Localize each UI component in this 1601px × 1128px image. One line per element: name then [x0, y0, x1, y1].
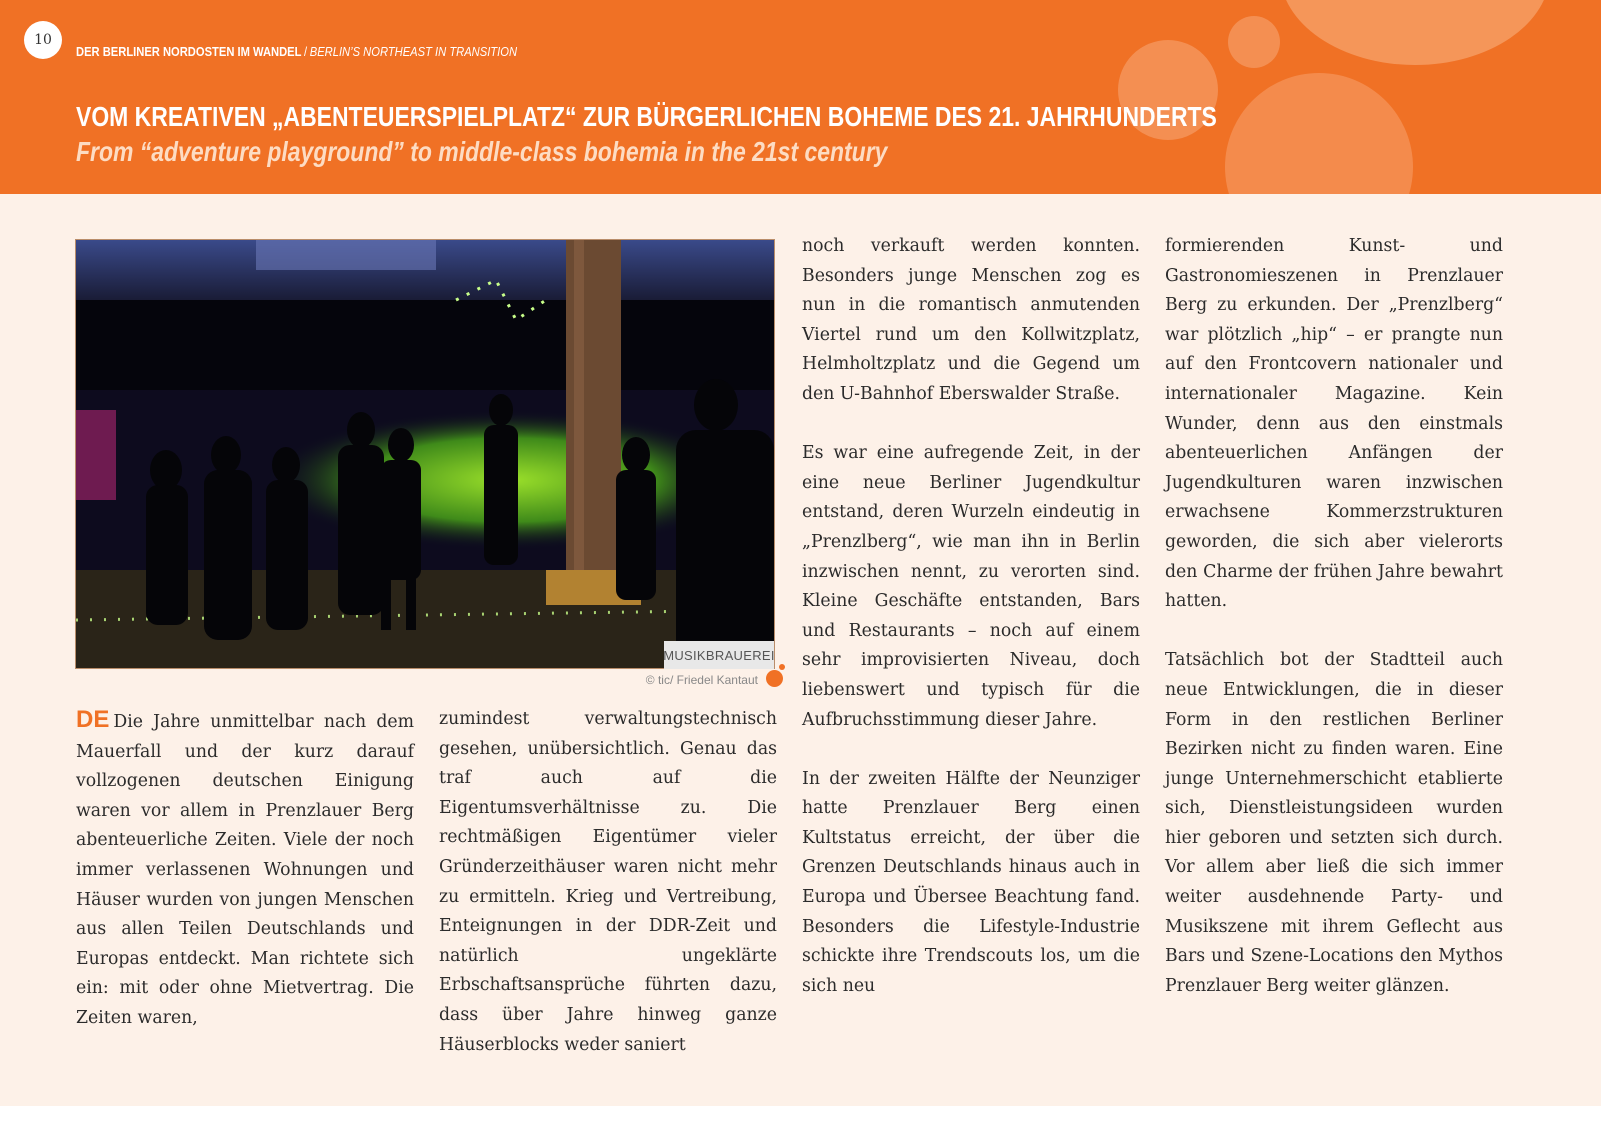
- article-paragraph: Es war eine aufregende Zeit, in der eine neue Berliner Jugendkultur entstand, deren Wurzeln eindeutig in „Prenzlberg“, wie man ihn in Berlin inzwischen nennt, zu verorten sind. Kleine Geschäfte entstanden, Bars und Restaurants – noch auf einem sehr improvisierten Niveau, doch liebenswert und typisch für die Aufbruchsstimmung dieser Jahre.: [802, 443, 1140, 730]
- page-number: 10: [24, 21, 62, 59]
- running-head: [76, 44, 517, 59]
- article-paragraph: zumindest verwaltungstechnisch gesehen, unübersichtlich. Genau das traf auch auf die Eigentumsverhältnisse zu. Die rechtmäßigen Eigentümer vieler Gründerzeithäuser waren nicht mehr zu ermitteln. Krieg und Vertreibung, Enteignungen in der DDR-Zeit und natürlich ungeklärte Erbschaftsansprüche führten dazu, dass über Jahre hinweg ganze Häuserblocks weder saniert: [439, 709, 777, 1055]
- decorative-circle: [1280, 0, 1550, 65]
- page-title: VOM KREATIVEN „ABENTEUERSPIELPLATZ“ ZUR BÜRGERLICHEN BOHEME DES 21. JAHRHUNDERTS: [76, 101, 1217, 132]
- article-paragraph: Tatsächlich bot der Stadtteil auch neue Entwicklungen, die in dieser Form in den restlichen Berliner Bezirken nicht zu finden waren. Eine junge Unternehmerschicht etablierte sich, Dienstleistungsideen wurden hier geboren und setzten sich durch. Vor allem aber ließ die sich immer weiter ausdehnende Party- und Musikszene mit ihrem Geflecht aus Bars und Szene-Locations den Mythos Prenzlauer Berg weiter glänzen.: [1165, 650, 1503, 996]
- header-banner: [0, 0, 1601, 194]
- page-subtitle: From “adventure playground” to middle-class bohemia in the 21st century: [76, 136, 888, 167]
- article-column-3: [802, 232, 1140, 1001]
- article-paragraph: formierenden Kunst- und Gastronomieszenen in Prenzlauer Berg zu erkunden. Der „Prenzlberg“ war plötzlich „hip“ – er prangte nun auf den Frontcovern nationaler und internationaler Magazine. Kein Wunder, denn aus den einstmals abenteuerlichen Anfängen der Jugendkulturen waren inzwischen erwachsene Kommerzstrukturen geworden, die sich aber vielerorts den Charme der frühen Jahre bewahrt hatten.: [1165, 236, 1503, 612]
- running-head-en: BERLIN’S NORTHEAST IN TRANSITION: [309, 44, 518, 59]
- photo-credit: © tic/ Friedel Kantaut: [645, 673, 758, 687]
- paragraph-text: Die Jahre unmittelbar nach dem Mauerfall und der kurz darauf vollzogenen deutschen Einigung waren vor allem in Prenzlauer Berg abenteuerliche Zeiten. Viele der noch immer verlassenen Wohnungen und Häuser wurden von jungen Menschen aus allen Teilen Deutschlands und Europas entdeckt. Man richtete sich ein: mit oder ohne Mietvertrag. Die Zeiten waren,: [76, 712, 414, 1028]
- article-paragraph: [76, 705, 414, 1034]
- article-paragraph: noch verkauft werden konnten. Besonders junge Menschen zog es nun in die romantisch anmutenden Viertel rund um den Kollwitzplatz, Helmholtzplatz und die Gegend um den U-Bahnhof Eberswalder Straße.: [802, 236, 1140, 404]
- running-head-separator: /: [304, 44, 308, 59]
- accent-dot: [766, 670, 783, 687]
- page-bottom-edge: [0, 1106, 1601, 1128]
- accent-dot-small: [779, 664, 785, 670]
- running-head-de: DER BERLINER NORDOSTEN IM WANDEL: [76, 44, 302, 59]
- photo-location-label: MUSIKBRAUEREI: [664, 641, 774, 669]
- article-column-4: [1165, 232, 1503, 1001]
- article-column-1: [76, 705, 414, 1034]
- club-photo-illustration: [76, 240, 774, 668]
- decorative-circle: [1228, 16, 1280, 68]
- decorative-circle: [1225, 73, 1413, 194]
- club-photo: [76, 240, 774, 668]
- article-column-2: [439, 705, 777, 1060]
- article-paragraph: In der zweiten Hälfte der Neunziger hatte Prenzlauer Berg einen Kultstatus erreicht, der über die Grenzen Deutschlands hinaus auch in Europa und Übersee Beachtung fand. Besonders die Lifestyle-Industrie schickte ihre Trendscouts los, um die sich neu: [802, 768, 1140, 996]
- language-marker: DE: [76, 706, 110, 733]
